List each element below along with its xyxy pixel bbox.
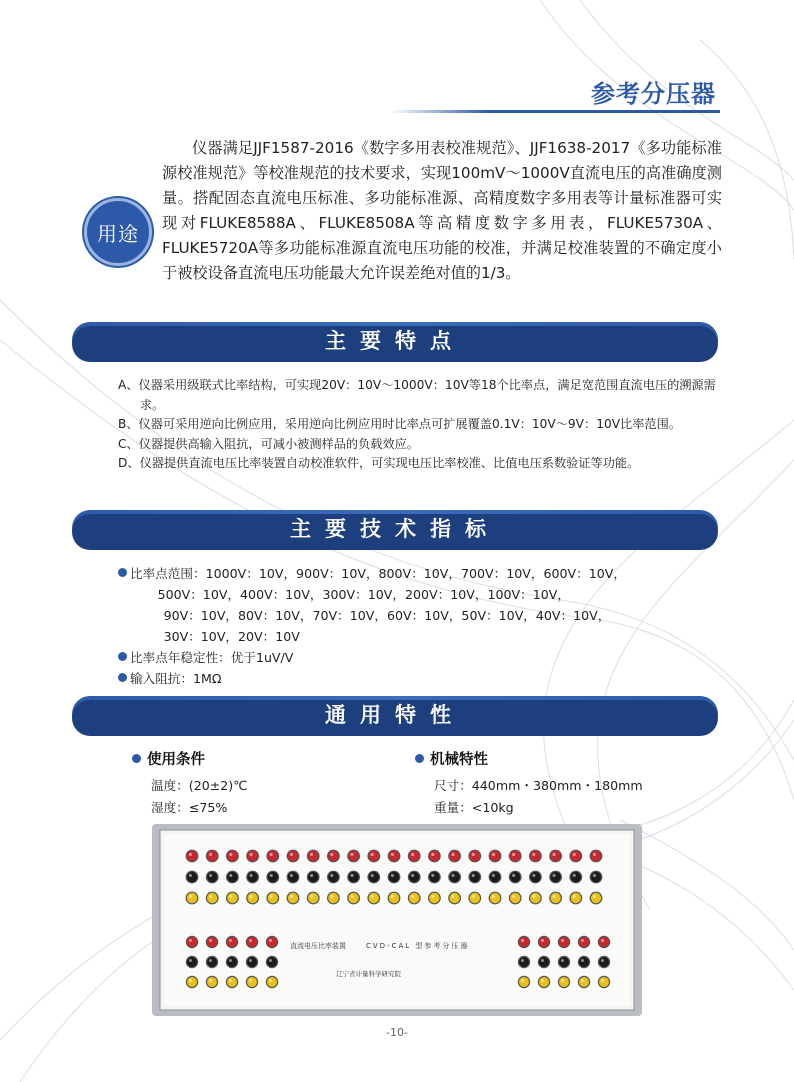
ratio-line: 1000V：10V，900V：10V，800V：10V，700V：10V，600V：10V， [205, 566, 626, 581]
specs-banner: 主要技术指标 [72, 510, 718, 546]
mechanical-block [415, 748, 643, 819]
binding-post [558, 936, 570, 948]
binding-post [448, 871, 461, 884]
binding-post [578, 976, 590, 988]
binding-post [186, 976, 198, 988]
feature-item: B、仪器可采用逆向比例应用，采用逆向比例应用时比率点可扩展覆盖0.1V：10V～9V：10V比率范围。 [118, 417, 681, 431]
binding-post [489, 892, 502, 905]
binding-post [549, 850, 562, 863]
mechanical-size: 尺寸：440mm・380mm・180mm [434, 778, 643, 793]
binding-post [428, 850, 441, 863]
binding-post [186, 956, 198, 968]
bullet-icon [118, 568, 127, 577]
binding-post [468, 850, 481, 863]
bullet-icon [118, 673, 127, 682]
binding-post [549, 871, 562, 884]
condition-temperature: 温度：(20±2)℃ [151, 778, 248, 793]
binding-post [388, 850, 401, 863]
binding-post [226, 892, 239, 905]
binding-post [529, 850, 542, 863]
binding-post [226, 850, 239, 863]
binding-post [367, 871, 380, 884]
binding-post [448, 892, 461, 905]
binding-post [287, 871, 300, 884]
binding-post [578, 936, 590, 948]
binding-post [388, 871, 401, 884]
binding-post [598, 956, 610, 968]
spec-stability [118, 647, 718, 668]
binding-post [347, 871, 360, 884]
ratio-line: 500V：10V，400V：10V，300V：10V，200V：10V，100V：10V， [157, 587, 570, 602]
binding-post [598, 936, 610, 948]
binding-post [590, 871, 603, 884]
binding-post [408, 871, 421, 884]
binding-post [549, 892, 562, 905]
binding-post [206, 936, 218, 948]
binding-post [569, 850, 582, 863]
device-panel-title: 直流电压比率装置 [290, 942, 346, 950]
binding-post [307, 871, 320, 884]
binding-post [246, 892, 259, 905]
binding-post [538, 976, 550, 988]
binding-post [468, 871, 481, 884]
spec-impedance-text: 输入阻抗：1MΩ [130, 671, 222, 686]
conditions-title: 使用条件 [132, 748, 247, 769]
binding-post [287, 850, 300, 863]
binding-post [489, 871, 502, 884]
page-number: -10- [386, 1026, 408, 1039]
binding-post [206, 892, 219, 905]
top-jack-row [186, 850, 603, 905]
usage-paragraph: 仪器满足JJF1587-2016《数字多用表校准规范》、JJF1638-2017《多功能标准源校准规范》等校准规范的技术要求，实现100mV～1000V直流电压的高准确度测量。搭配固态直流电压标准、多功能标准源、高精度数字多用表等计量标准器可实现对FLUKE8588A、FLUKE8508A等高精度数字多用表，FLUKE5730A、FLUKE5720A等多功能标准源直流电压功能的校准，并满足校准装置的不确定度小于被校设备直流电压功能最大允许误差绝对值的1/3。 [162, 139, 722, 282]
binding-post [347, 892, 360, 905]
binding-post [266, 892, 279, 905]
specs-list [118, 563, 718, 689]
bullet-icon [118, 652, 127, 661]
binding-post [206, 850, 219, 863]
binding-post [388, 892, 401, 905]
binding-post [327, 871, 340, 884]
spec-impedance [118, 668, 718, 689]
binding-post [226, 976, 238, 988]
conditions-block [132, 748, 247, 819]
binding-post [518, 936, 530, 948]
binding-post [408, 850, 421, 863]
binding-post [598, 976, 610, 988]
features-list [118, 376, 718, 474]
usage-badge: 用途 [84, 198, 152, 266]
binding-post [448, 850, 461, 863]
binding-post [428, 892, 441, 905]
spec-ratio-range [118, 563, 718, 647]
binding-post [408, 892, 421, 905]
binding-post [468, 892, 481, 905]
feature-item: C、仪器提供高输入阻抗，可减小被测样品的负载效应。 [118, 436, 420, 451]
binding-post [246, 956, 258, 968]
binding-post [569, 892, 582, 905]
binding-post [538, 956, 550, 968]
binding-post [327, 892, 340, 905]
binding-post [266, 976, 278, 988]
binding-post [558, 976, 570, 988]
device-model: CVD-CAL 型参考分压器 [366, 942, 470, 950]
device-photo [152, 824, 642, 1016]
mechanical-title: 机械特性 [415, 748, 643, 769]
binding-post [266, 936, 278, 948]
ratio-line: 30V：10V，20V：10V [163, 629, 300, 644]
binding-post [509, 871, 522, 884]
binding-post [307, 892, 320, 905]
binding-post [246, 936, 258, 948]
condition-humidity: 湿度：≤75% [151, 800, 228, 815]
binding-post [428, 871, 441, 884]
binding-post [509, 850, 522, 863]
binding-post [287, 892, 300, 905]
binding-post [529, 892, 542, 905]
binding-post [367, 892, 380, 905]
binding-post [518, 976, 530, 988]
bullet-icon [132, 754, 141, 763]
page-title: 参考分压器 [591, 80, 716, 108]
general-banner: 通用特性 [72, 696, 718, 732]
binding-post [186, 892, 199, 905]
binding-post [327, 850, 340, 863]
binding-post [246, 850, 259, 863]
binding-post [206, 871, 219, 884]
ratio-line: 90V：10V，80V：10V，70V：10V，60V：10V，50V：10V，40V：10V， [163, 608, 611, 623]
mechanical-weight: 重量：<10kg [434, 800, 514, 815]
binding-post [246, 871, 259, 884]
binding-post [266, 956, 278, 968]
feature-item: D、仪器提供直流电压比率装置自动校准软件，可实现电压比率校准、比值电压系数验证等功能。 [118, 456, 640, 470]
binding-post [186, 871, 199, 884]
device-maker: 辽宁省计量科学研究院 [336, 970, 401, 978]
binding-post [558, 956, 570, 968]
binding-post [529, 871, 542, 884]
binding-post [578, 956, 590, 968]
bullet-icon [415, 754, 424, 763]
binding-post [266, 850, 279, 863]
spec-ratio-label: 比率点范围： [130, 566, 206, 581]
binding-post [226, 956, 238, 968]
binding-post [226, 871, 239, 884]
binding-post [590, 892, 603, 905]
binding-post [266, 871, 279, 884]
binding-post [206, 976, 218, 988]
binding-post [226, 936, 238, 948]
binding-post [246, 976, 258, 988]
feature-item: A、仪器采用级联式比率结构，可实现20V：10V～1000V：10V等18个比率点，满足宽范围直流电压的溯源需求。 [118, 378, 716, 412]
binding-post [569, 871, 582, 884]
binding-post [307, 850, 320, 863]
title-underline [390, 110, 720, 113]
binding-post [206, 956, 218, 968]
binding-post [538, 936, 550, 948]
binding-post [518, 956, 530, 968]
binding-post [347, 850, 360, 863]
features-banner: 主要特点 [72, 322, 718, 358]
binding-post [186, 850, 199, 863]
binding-post [489, 850, 502, 863]
spec-stability-text: 比率点年稳定性：优于1uV/V [130, 650, 294, 665]
binding-post [590, 850, 603, 863]
binding-post [367, 850, 380, 863]
binding-post [509, 892, 522, 905]
binding-post [186, 936, 198, 948]
